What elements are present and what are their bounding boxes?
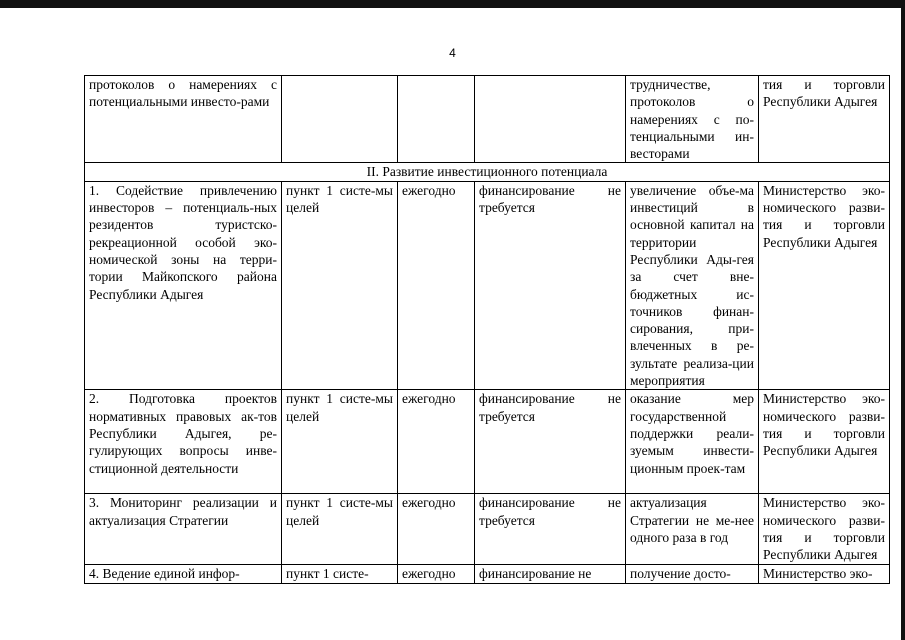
cell-measure: протоколов о намерениях с потенциальными инвесто-рами: [85, 76, 282, 163]
cell-measure: 2. Подготовка проектов нормативных правовых ак-тов Республики Адыгея, ре-гулирующих вопросы инве-стиционной деятельности: [85, 390, 282, 494]
cell-executor: Министерство эко-: [759, 565, 890, 583]
cell-period: [398, 76, 475, 163]
cell-measure: 4. Ведение единой инфор-: [85, 565, 282, 583]
cell-period: ежегодно: [398, 181, 475, 390]
table-row: [85, 181, 890, 390]
cell-measure: 3. Мониторинг реализации и актуализация Стратегии: [85, 494, 282, 565]
table-row-continued: [85, 76, 890, 163]
table-row: [85, 390, 890, 494]
cell-financing: финансирование не требуется: [475, 390, 626, 494]
cell-goal: пункт 1 систе-мы целей: [282, 494, 398, 565]
cell-result: оказание мер государственной поддержки реали-зуемым инвести-ционным проек-там: [626, 390, 759, 494]
cell-executor: Министерство эко-номического разви-тия и торговли Республики Адыгея: [759, 494, 890, 565]
cell-result: получение досто-: [626, 565, 759, 583]
scan-top-border: [0, 0, 905, 8]
cell-goal: пункт 1 систе-мы целей: [282, 390, 398, 494]
cell-financing: финансирование не требуется: [475, 494, 626, 565]
cell-executor: Министерство эко-номического разви-тия и торговли Республики Адыгея: [759, 181, 890, 390]
cell-executor: тия и торговли Республики Адыгея: [759, 76, 890, 163]
cell-period: ежегодно: [398, 565, 475, 583]
table-row-cut: [85, 565, 890, 583]
strategy-measures-table: [84, 75, 890, 584]
cell-goal: пункт 1 систе-мы целей: [282, 181, 398, 390]
cell-result: увеличение объе-ма инвестиций в основной капитал на территории Республики Ады-гея за счет вне-бюджетных ис-точников финан-сирования, при-влеченных в ре-зультате реализа-ции мероприятия: [626, 181, 759, 390]
cell-goal: [282, 76, 398, 163]
cell-result: трудничестве, протоколов о намерениях с по-тенциальными ин-весторами: [626, 76, 759, 163]
cell-result: актуализация Стратегии не ме-нее одного раза в год: [626, 494, 759, 565]
cell-measure: 1. Содействие привлечению инвесторов – потенциаль-ных резидентов туристско-рекреационной особой эко-номической зоны на терри-тории Майкопского района Республики Адыгея: [85, 181, 282, 390]
table-row: [85, 494, 890, 565]
section-row: [85, 163, 890, 181]
cell-period: ежегодно: [398, 494, 475, 565]
cell-financing: финансирование не требуется: [475, 181, 626, 390]
cell-financing: [475, 76, 626, 163]
scan-right-border: [901, 0, 905, 640]
section-title: II. Развитие инвестиционного потенциала: [85, 163, 890, 181]
cell-financing: финансирование не: [475, 565, 626, 583]
cell-period: ежегодно: [398, 390, 475, 494]
cell-executor: Министерство эко-номического разви-тия и торговли Республики Адыгея: [759, 390, 890, 494]
page-number: 4: [449, 46, 456, 60]
cell-goal: пункт 1 систе-: [282, 565, 398, 583]
